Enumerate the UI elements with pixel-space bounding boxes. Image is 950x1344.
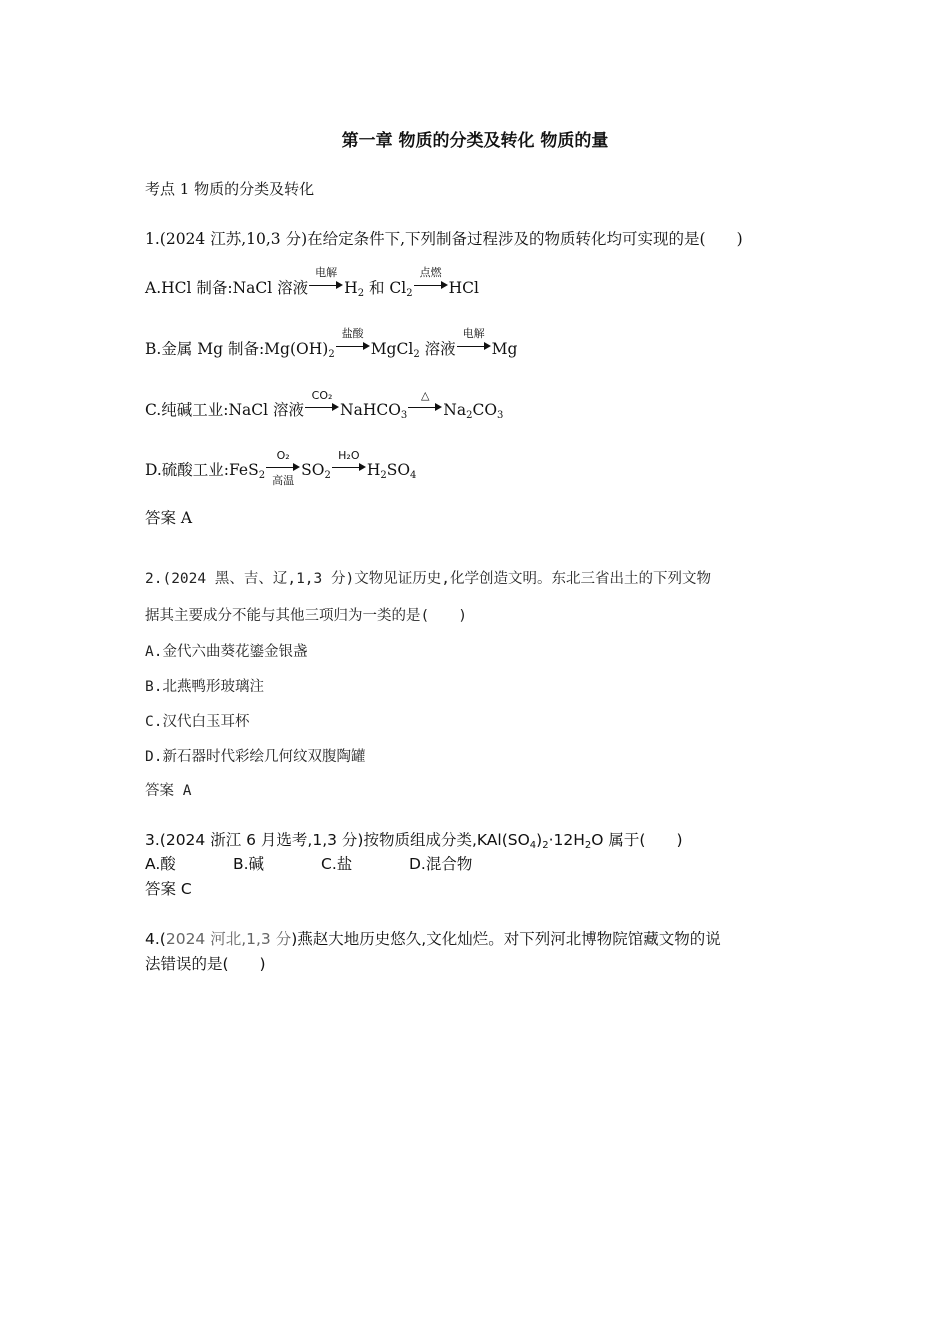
q2-option-b: B.北燕鸭形玻璃注 (145, 679, 264, 695)
reaction-arrow (408, 389, 442, 415)
q3-option-d: D.混合物 (409, 855, 473, 873)
q1-a-prefix: A.HCl 制备:NaCl 溶液 (145, 279, 309, 297)
q2-answer: 答案 A (145, 783, 192, 799)
q1-d-end2: SO (386, 461, 411, 479)
q3-option-a: A.酸 (145, 855, 176, 873)
q1-a-mid: H (344, 279, 358, 297)
q3-stem-mid: ) (536, 831, 543, 849)
q1-d-end: H (366, 461, 381, 479)
q1-a-mid2: 和 Cl (364, 279, 407, 297)
reaction-arrow (457, 327, 491, 354)
subscript: 4 (529, 840, 537, 851)
q1-b-mid: MgCl (370, 340, 414, 358)
q1-option-b (145, 327, 518, 360)
q3-option-c: C.盐 (321, 855, 353, 873)
subscript: 4 (410, 470, 417, 481)
q1-d-cond1-above: O₂ (276, 449, 290, 462)
q1-b-cond2: 电解 (462, 327, 485, 340)
q4-stem-line2: 法错误的是( ) (145, 955, 266, 973)
q1-b-end: Mg (491, 340, 518, 358)
subscript: 2 (357, 288, 365, 299)
q1-b-cond1: 盐酸 (341, 327, 364, 340)
q1-stem: 1.(2024 江苏,10,3 分)在给定条件下,下列制备过程涉及的物质转化均可实现的是( ) (145, 230, 743, 248)
q2-option-d: D.新石器时代彩绘几何纹双腹陶罐 (145, 749, 366, 765)
subscript: 2 (466, 410, 473, 421)
subscript: 2 (324, 470, 331, 481)
q3-stem-mid2: ·12H (548, 831, 585, 849)
section-heading: 考点 1 物质的分类及转化 (145, 180, 315, 198)
subscript: 2 (258, 470, 266, 481)
q2-option-c: C.汉代白玉耳杯 (145, 714, 250, 730)
subscript: 2 (328, 349, 335, 360)
subscript: 2 (406, 288, 413, 299)
reaction-arrow (309, 266, 343, 293)
q3-stem-post: O 属于( ) (591, 831, 683, 849)
q1-a-cond1: 电解 (315, 266, 338, 279)
q1-d-cond1-below: 高温 (272, 474, 295, 487)
q1-option-c (145, 389, 504, 421)
subscript: 2 (413, 349, 420, 360)
q2-stem-line1: 2.(2024 黑、吉、辽,1,3 分)文物见证历史,化学创造文明。东北三省出土的下列文物 (145, 571, 711, 587)
reaction-arrow (305, 389, 339, 415)
q1-c-cond2: △ (421, 389, 430, 402)
q1-option-a (145, 266, 479, 299)
q1-c-end2: CO (472, 401, 498, 419)
q1-a-cond2: 点燃 (419, 266, 442, 279)
reaction-arrow (414, 266, 448, 293)
q1-c-prefix: C.纯碱工业:NaCl 溶液 (145, 401, 305, 419)
q3-answer: 答案 C (145, 880, 192, 898)
q4-stem-line1 (145, 927, 721, 949)
q1-b-mid2: 溶液 (419, 340, 456, 358)
subscript: 2 (584, 840, 592, 851)
q1-a-end: HCl (448, 279, 479, 297)
q3-options (145, 852, 497, 874)
q2-option-a: A.金代六曲葵花鎏金银盏 (145, 644, 308, 660)
q3-stem (145, 828, 683, 850)
q3-option-b: B.碱 (233, 855, 265, 873)
reaction-arrow (336, 327, 370, 354)
q1-d-mid: SO (301, 461, 325, 479)
subscript: 3 (497, 410, 504, 421)
reaction-arrow (266, 449, 300, 487)
q1-d-cond2: H₂O (338, 449, 360, 462)
subscript: 3 (400, 410, 408, 421)
q4-source: 2024 河北,1,3 分 (165, 930, 292, 948)
q4-stem-rest: )燕赵大地历史悠久,文化灿烂。对下列河北博物院馆藏文物的说 (291, 930, 721, 948)
reaction-arrow (332, 449, 366, 475)
q4-number: 4.( (145, 930, 166, 948)
subscript: 2 (380, 470, 387, 481)
q1-c-mid: NaHCO (340, 401, 401, 419)
q1-d-prefix: D.硫酸工业:FeS (145, 461, 259, 479)
page-title: 第一章 物质的分类及转化 物质的量 (341, 131, 609, 151)
q1-option-d (145, 449, 417, 487)
q2-stem-line2: 据其主要成分不能与其他三项归为一类的是( ) (145, 608, 467, 624)
q1-answer: 答案 A (145, 509, 193, 527)
subscript: 2 (542, 840, 549, 851)
q1-c-cond1: CO₂ (311, 389, 333, 402)
q3-stem-pre: 3.(2024 浙江 6 月选考,1,3 分)按物质组成分类,KAl(SO (145, 831, 530, 849)
q1-c-end: Na (443, 401, 467, 419)
q1-b-prefix: B.金属 Mg 制备:Mg(OH) (145, 340, 329, 358)
